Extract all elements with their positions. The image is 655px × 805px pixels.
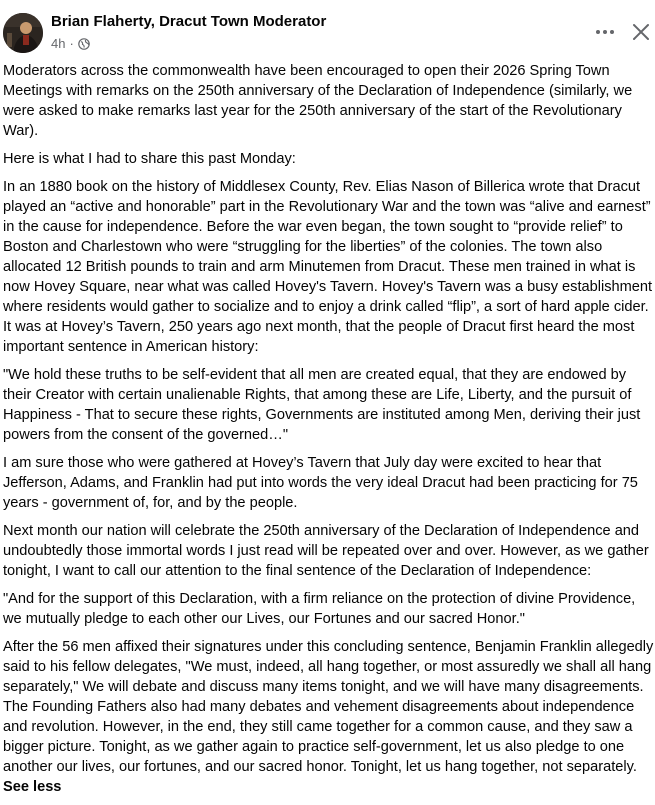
close-button[interactable] — [628, 19, 654, 45]
post-paragraph: In an 1880 book on the history of Middlesex County, Rev. Elias Nason of Billerica wrote that Dracut played an “active and honorable” part in the Revolutionary War and the town was “alive and earnest” in the cause for independence. Before the war even began, the town sought to “provide relief” to Boston and Charlestown who were “struggling for the liberties” of the colonies. The town also allocated 12 British pounds to train and arm Minutemen from Dracut. These men trained in what is now Hovey Square, near what was called Hovey's Tavern. Hovey's Tavern was a busy establishment where residents would gather to socialize and to enjoy a drink called “flip”, a sort of hard apple cider. It was at Hovey’s Tavern, 250 years ago next month, that the people of Dracut first heard the most important sentence in American history: — [3, 179, 653, 355]
post-paragraph: Here is what I had to share this past Monday: — [3, 151, 296, 167]
post-paragraph-text: After the 56 men affixed their signatures under this concluding sentence, Benjamin Franklin allegedly said to his fellow delegates, "We must, indeed, all hang together, or most assuredly we shall all hang separately," We will debate and discuss many items tonight, and we will have many disagreements. The Founding Fathers also had many debates and vehement disagreements about independence and revolution. However, in the end, they still came together for a common cause, and they saw a bigger picture. Tonight, as we gather again to practice self-government, let us also pledge to one another our lives, our fortunes, and our sacred honor. Tonight, let us hang together, not separately. — [3, 639, 654, 775]
more-options-button[interactable] — [590, 20, 620, 44]
avatar-image — [3, 13, 43, 53]
post-paragraph: I am sure those who were gathered at Hovey’s Tavern that July day were excited to hear that Jefferson, Adams, and Franklin had put into words the very ideal Dracut had been practicing for 75 years - government of, for, and by the people. — [3, 455, 638, 511]
avatar[interactable] — [3, 13, 43, 53]
see-less-link[interactable]: See less — [3, 779, 62, 795]
globe-icon[interactable] — [78, 38, 90, 50]
more-horizontal-icon — [595, 29, 615, 35]
meta-separator: · — [69, 36, 74, 51]
author-name[interactable]: Brian Flaherty, Dracut Town Moderator — [51, 13, 327, 30]
post-header — [0, 0, 655, 62]
post-paragraph-last — [3, 637, 655, 797]
post-time[interactable]: 4h — [51, 36, 66, 51]
post-paragraph: "We hold these truths to be self-evident that all men are created equal, that they are endowed by their Creator with certain unalienable Rights, that among these are Life, Liberty, and the pursuit of Happiness - That to secure these rights, Governments are instituted among Men, deriving their just powers from the consent of the governed…" — [3, 367, 641, 443]
post-body — [3, 61, 655, 805]
close-icon — [632, 23, 650, 41]
post-paragraph: Next month our nation will celebrate the 250th anniversary of the Declaration of Independence and undoubtedly those immortal words I just read will be repeated over and over. However, as we gather tonight, I want to call our attention to the final sentence of the Declaration of Independence: — [3, 523, 649, 579]
post-paragraph: "And for the support of this Declaration, with a firm reliance on the protection of divine Providence, we mutually pledge to each other our Lives, our Fortunes and our sacred Honor." — [3, 591, 636, 627]
post-meta — [51, 36, 90, 51]
post-paragraph: Moderators across the commonwealth have been encouraged to open their 2026 Spring Town Meetings with remarks on the 250th anniversary of the Declaration of Independence (similarly, we were asked to make remarks last year for the 250th anniversary of the start of the Revolutionary War). — [3, 63, 633, 139]
